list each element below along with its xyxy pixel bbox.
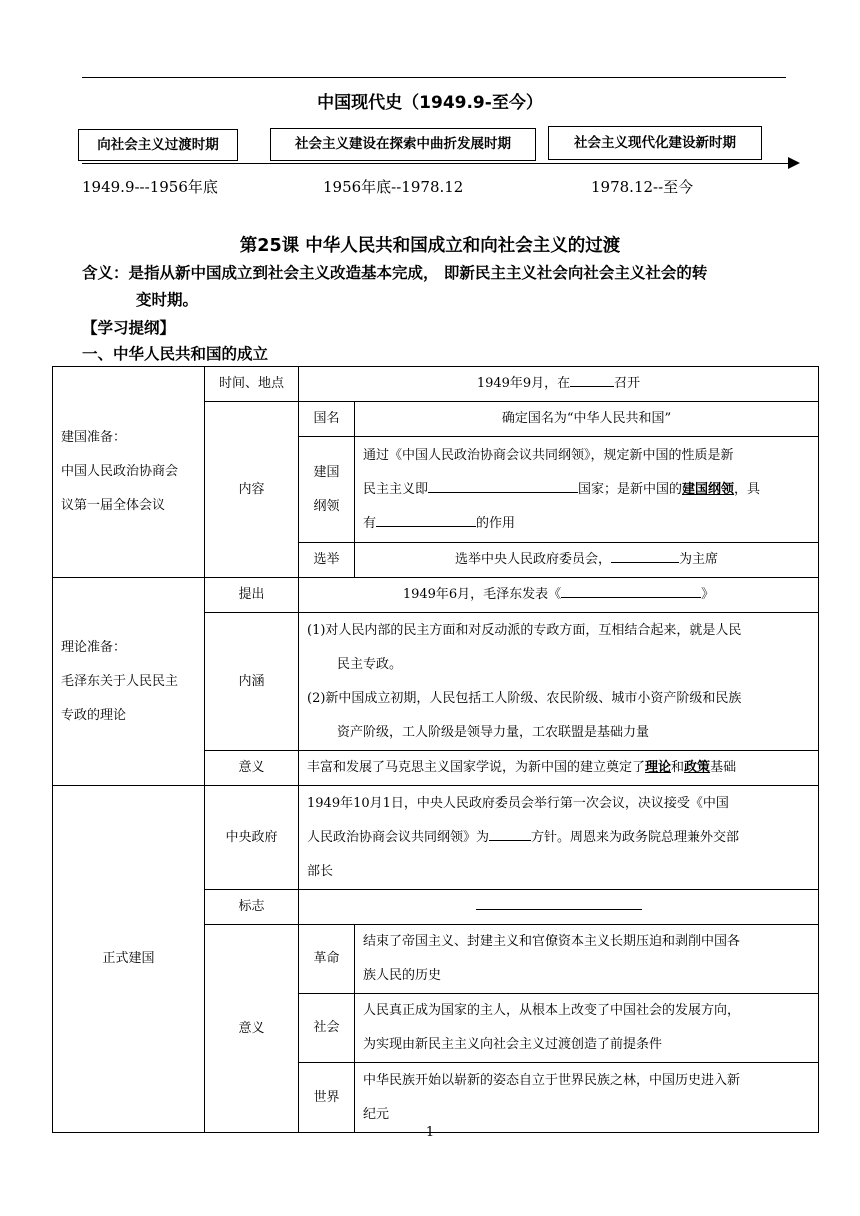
significance-label: 意义 [205, 751, 299, 786]
mark-value [299, 890, 819, 925]
central-gov-label: 中央政府 [205, 786, 299, 890]
founding-label-cell: 正式建国 [53, 786, 205, 1133]
meaning-line-2: 变时期。 [136, 291, 199, 309]
significance-value: 丰富和发展了马克思主义国家学说，为新中国的建立奠定了理论和政策基础 [299, 751, 819, 786]
founding-meaning-label: 意义 [205, 925, 299, 1133]
timeline-arrow-icon [788, 157, 800, 169]
content-label: 内容 [205, 402, 299, 578]
revolution-value: 结束了帝国主义、封建主义和官僚资本主义长期压迫和剥削中国各 族人民的历史 [355, 925, 819, 994]
world-label: 世界 [299, 1063, 355, 1133]
society-label: 社会 [299, 994, 355, 1063]
period-dates-exploration: 1956年底--1978.12 [323, 178, 464, 196]
page-number: 1 [425, 1125, 435, 1140]
connotation-label: 内涵 [205, 613, 299, 751]
table-row [53, 367, 819, 402]
lesson-meaning [82, 260, 802, 314]
period-box-modernization: 社会主义现代化建设新时期 [548, 126, 762, 160]
era-title: 中国现代史（1949.9-至今） [317, 93, 543, 113]
section-title: 一、中华人民共和国的成立 [82, 345, 269, 363]
mark-label: 标志 [205, 890, 299, 925]
period-dates-modernization: 1978.12--至今 [591, 178, 694, 196]
period-dates-transition: 1949.9---1956年底 [82, 178, 218, 196]
theory-label-cell: 理论准备： 毛泽东关于人民民主 专政的理论 [53, 578, 205, 786]
blank-field[interactable] [611, 548, 679, 563]
table-row [53, 786, 819, 890]
lesson-title: 第25课 中华人民共和国成立和向社会主义的过渡 [239, 236, 621, 256]
program-value: 通过《中国人民政治协商会议共同纲领》，规定新中国的性质是新 民主主义即 国家；是新中国的建国纲领，具 有 的作用 [355, 437, 819, 543]
election-value: 选举中央人民政府委员会， 为主席 [355, 543, 819, 578]
world-value: 中华民族开始以崭新的姿态自立于世界民族之林，中国历史进入新 纪元 [355, 1063, 819, 1133]
revolution-label: 革命 [299, 925, 355, 994]
country-name-value: 确定国名为“中华人民共和国” [355, 402, 819, 437]
blank-field[interactable] [428, 478, 578, 493]
central-gov-value: 1949年10月1日，中央人民政府委员会举行第一次会议，决议接受《中国 人民政治协商会议共同纲领》为 方针。周恩来为政务院总理兼外交部 部长 [299, 786, 819, 890]
time-place-value: 1949年9月，在 召开 [299, 367, 819, 402]
period-box-exploration: 社会主义建设在探索中曲折发展时期 [270, 128, 536, 161]
country-name-label: 国名 [299, 402, 355, 437]
society-value: 人民真正成为国家的主人，从根本上改变了中国社会的发展方向， 为实现由新民主主义向社会主义过渡创造了前提条件 [355, 994, 819, 1063]
program-label: 建国 纲领 [299, 437, 355, 543]
table-row [53, 578, 819, 613]
blank-field[interactable] [561, 583, 701, 598]
blank-field[interactable] [376, 512, 476, 527]
timeline-axis [82, 163, 792, 164]
blank-field[interactable] [489, 826, 531, 841]
blank-field[interactable] [570, 372, 614, 387]
prep-label-cell: 建国准备： 中国人民政治协商会 议第一届全体会议 [53, 367, 205, 578]
propose-label: 提出 [205, 578, 299, 613]
time-place-label: 时间、地点 [205, 367, 299, 402]
connotation-value: (1)对人民内部的民主方面和对反动派的专政方面，互相结合起来，就是人民 民主专政。 (2)新中国成立初期，人民包括工人阶级、农民阶级、城市小资产阶级和民族 资产阶级，工人阶级是领导力量，工农联盟是基础力量 [299, 613, 819, 751]
meaning-line-1: 含义：是指从新中国成立到社会主义改造基本完成， 即新民主主义社会向社会主义社会的转 [82, 264, 708, 282]
election-label: 选举 [299, 543, 355, 578]
propose-value: 1949年6月，毛泽东发表《 》 [299, 578, 819, 613]
period-box-transition: 向社会主义过渡时期 [78, 129, 238, 161]
blank-field[interactable] [476, 895, 642, 910]
outline-label: 【学习提纲】 [82, 319, 176, 337]
top-rule [82, 77, 786, 78]
founding-table [52, 366, 819, 1133]
